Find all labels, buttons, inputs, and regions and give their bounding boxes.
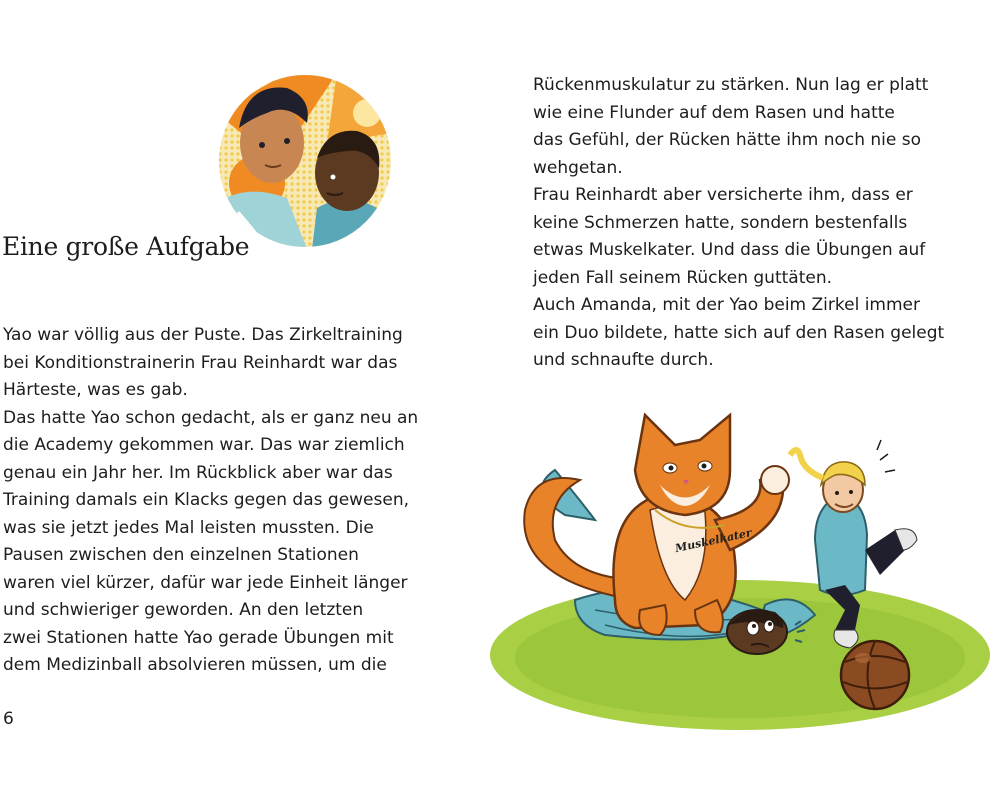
text-line: waren viel kürzer, dafür war jede Einheit länger xyxy=(3,572,408,593)
page-number: 6 xyxy=(3,709,14,729)
text-line: keine Schmerzen hatte, sondern bestenfalls xyxy=(533,212,908,233)
chapter-portrait-illustration xyxy=(217,73,393,249)
text-line: bei Konditionstrainerin Frau Reinhardt war das xyxy=(3,352,398,373)
text-line: Frau Reinhardt aber versicherte ihm, dass er xyxy=(533,185,913,205)
text-line: Pausen zwischen den einzelnen Stationen xyxy=(3,545,359,565)
muskelkater-illustration xyxy=(485,400,995,730)
text-line: das Gefühl, der Rücken hätte ihm noch nie so xyxy=(533,130,922,150)
text-line: jeden Fall seinem Rücken guttäten. xyxy=(533,267,832,288)
text-line: was sie jetzt jedes Mal leisten mussten. Die xyxy=(3,517,374,538)
text-line: Auch Amanda, mit der Yao beim Zirkel immer xyxy=(533,295,920,315)
text-line: die Academy gekommen war. Das war ziemlich xyxy=(3,435,405,455)
text-line: und schwieriger geworden. An den letzten xyxy=(3,600,364,620)
text-line: Härteste, was es gab. xyxy=(3,380,188,400)
medicine-ball xyxy=(841,641,909,709)
text-line: etwas Muskelkater. Und dass die Übungen auf xyxy=(533,240,926,260)
left-column-text xyxy=(3,322,419,680)
text-line: dem Medizinball absolvieren müssen, um die xyxy=(3,655,387,675)
text-line: Das hatte Yao schon gedacht, als er ganz neu an xyxy=(3,407,419,428)
text-line: und schnaufte durch. xyxy=(533,350,714,370)
text-line: genau ein Jahr her. Im Rückblick aber war das xyxy=(3,462,393,483)
chapter-title: Eine große Aufgabe xyxy=(2,232,250,261)
text-line: zwei Stationen hatte Yao gerade Übungen mit xyxy=(3,627,394,648)
text-line: wehgetan. xyxy=(533,157,623,178)
necklace-label: Muskelkater xyxy=(673,526,753,556)
text-line: Yao war völlig aus der Puste. Das Zirkeltraining xyxy=(3,325,403,345)
right-column-text xyxy=(533,72,973,375)
text-line: Rückenmuskulatur zu stärken. Nun lag er platt xyxy=(533,75,929,95)
text-line: wie eine Flunder auf dem Rasen und hatte xyxy=(533,102,895,123)
text-line: ein Duo bildete, hatte sich auf den Rasen gelegt xyxy=(533,322,945,343)
text-line: Training damals ein Klacks gegen das gewesen, xyxy=(3,490,410,510)
